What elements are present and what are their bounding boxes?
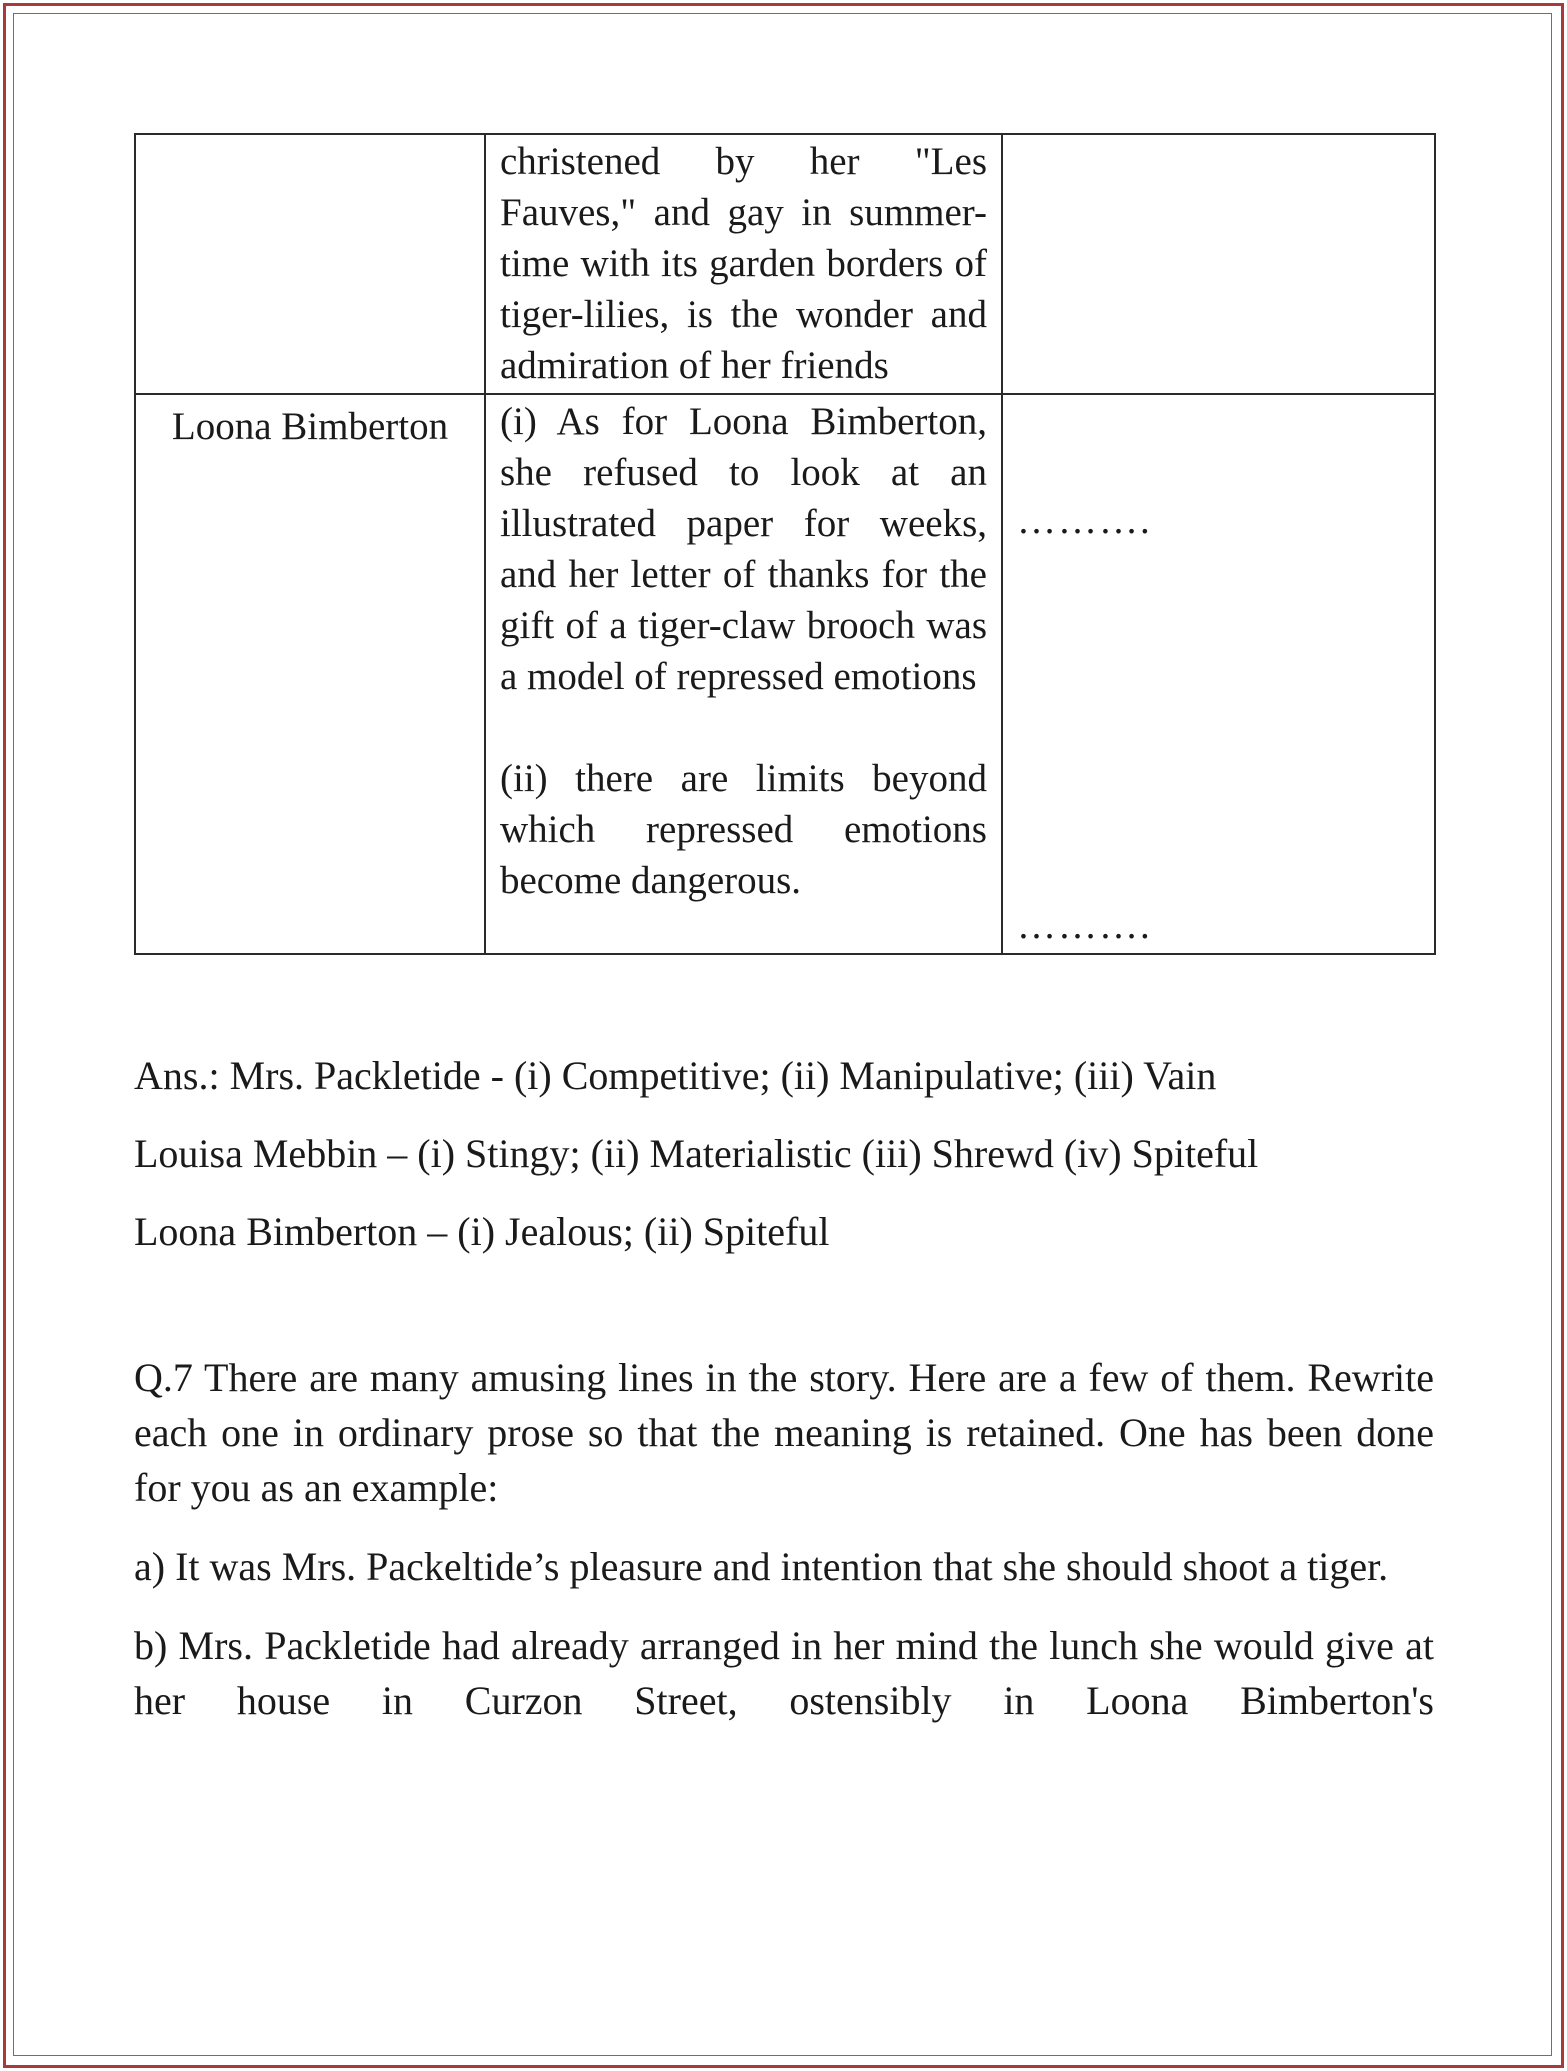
table-row bbox=[135, 394, 1435, 954]
trait-cell bbox=[1002, 134, 1435, 394]
answer-line: Loona Bimberton – (i) Jealous; (ii) Spiteful bbox=[134, 1209, 830, 1254]
character-cell: Loona Bimberton bbox=[135, 394, 485, 954]
excerpt-cell: christened by her "Les Fauves," and gay in summer-time with its garden borders of tiger-lilies, is the wonder and admiration of her friends bbox=[485, 134, 1002, 394]
table-row bbox=[135, 134, 1435, 394]
answer-blank: ………. bbox=[1017, 499, 1152, 542]
question-item: a) It was Mrs. Packeltide’s pleasure and intention that she should shoot a tiger. bbox=[134, 1544, 1389, 1589]
answer-line: Louisa Mebbin – (i) Stingy; (ii) Materialistic (iii) Shrewd (iv) Spiteful bbox=[134, 1131, 1259, 1176]
question-block bbox=[134, 1350, 1434, 1728]
character-traits-table bbox=[134, 133, 1436, 955]
question-text: Q.7 There are many amusing lines in the story. Here are a few of them. Rewrite each one in ordinary prose so that the meaning is retained. One has been done for you as an example: bbox=[134, 1355, 1434, 1510]
answer-line: Ans.: Mrs. Packletide - (i) Competitive; (ii) Manipulative; (iii) Vain bbox=[134, 1053, 1217, 1098]
character-cell bbox=[135, 134, 485, 394]
excerpt-paragraph: (ii) there are limits beyond which repressed emotions become dangerous. bbox=[500, 757, 987, 902]
question-item: b) Mrs. Packletide had already arranged in her mind the lunch she would give at her house in Curzon Street, ostensibly in Loona Bimberton's bbox=[134, 1623, 1434, 1723]
trait-cell bbox=[1002, 394, 1435, 954]
page-content bbox=[134, 133, 1434, 1752]
excerpt-cell bbox=[485, 394, 1002, 954]
answer-block bbox=[134, 1037, 1434, 1271]
excerpt-paragraph: (i) As for Loona Bimberton, she refused to look at an illustrated paper for weeks, and her letter of thanks for the gift of a tiger-claw brooch was a model of repressed emotions bbox=[500, 400, 987, 698]
answer-blank: ………. bbox=[1017, 904, 1152, 947]
